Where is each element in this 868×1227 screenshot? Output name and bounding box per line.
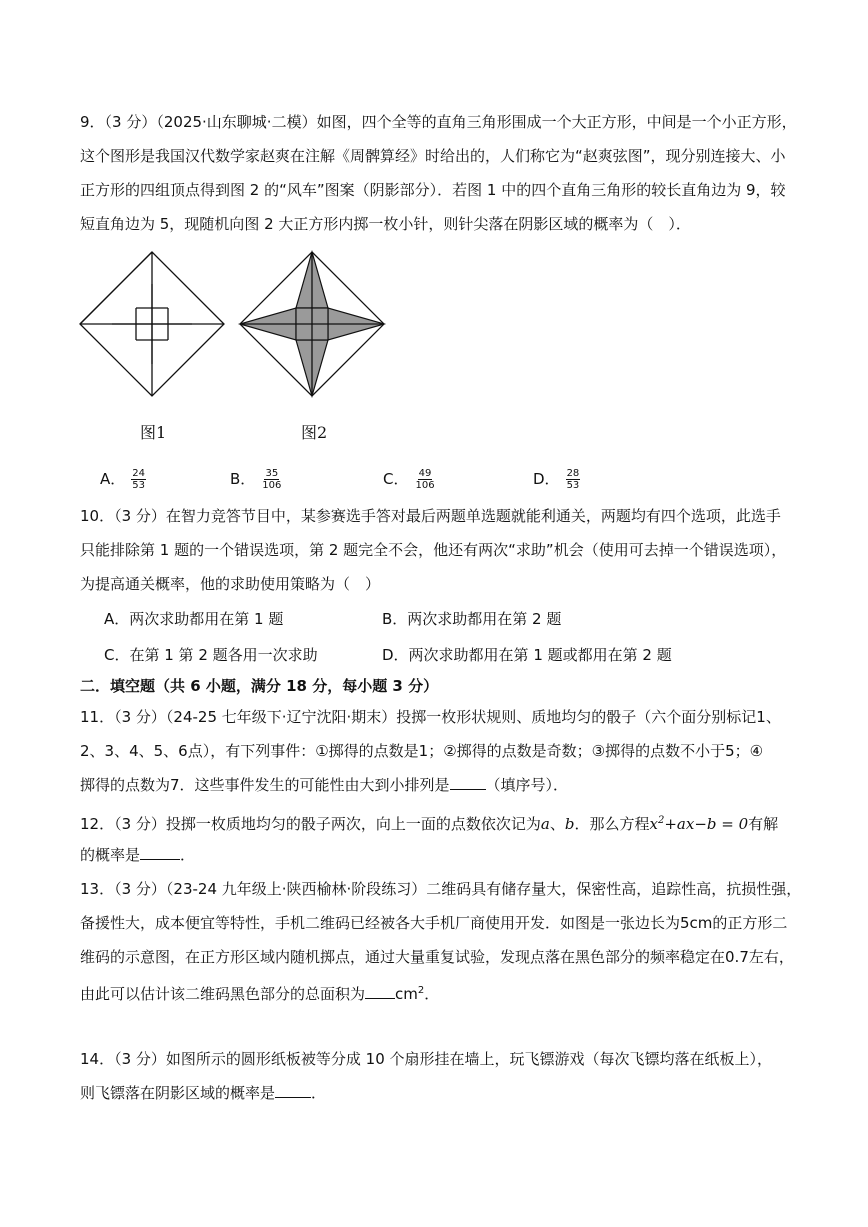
q10-line-3: 为提高通关概率，他的求助使用策略为（ ） xyxy=(80,575,381,593)
q13-line-2: 备援性大，成本便宜等特性，手机二维码已经被各大手机厂商使用开发．如图是一张边长为5cm的正方形二 xyxy=(80,914,788,932)
q12-answer-blank[interactable] xyxy=(140,845,180,860)
q10-option-a: A．两次求助都用在第 1 题 xyxy=(104,610,284,628)
q13-answer-blank[interactable] xyxy=(365,984,395,999)
q13-line-3: 维码的示意图，在正方形区域内随机掷点，通过大量重复试验，发现点落在黑色部分的频率稳定在0.7左右， xyxy=(80,948,794,966)
q9-line-3: 正方形的四组顶点得到图 2 的“风车”图案（阴影部分）．若图 1 中的四个直角三角形的较长直角边为 9，较 xyxy=(80,181,786,199)
q9-option-a-fraction: $\frac{24}{53}$ xyxy=(132,468,145,491)
section-2-heading: 二．填空题（共 6 小题，满分 18 分，每小题 3 分） xyxy=(80,677,439,695)
q9-option-c-fraction: $\frac{49}{106}$ xyxy=(415,468,435,491)
q11-answer-blank[interactable] xyxy=(450,775,486,790)
q9-option-b: B． $\frac{35}{106}$ xyxy=(230,468,282,491)
q9-line-2: 这个图形是我国汉代数学家赵爽在注解《周髀算经》时给出的，人们称它为“赵爽弦图”，现分别连接大、小 xyxy=(80,147,786,165)
q12-equation: $x^2+ax-b = 0$ xyxy=(649,815,749,833)
q11-line-2: 2、3、4、5、6点），有下列事件：①掷得的点数是1；②掷得的点数是奇数；③掷得的点数不小于5；④ xyxy=(80,742,764,760)
figure-1-zhao-shuang-diagram xyxy=(76,248,228,400)
q12-line-1: 12．（3 分）投掷一枚质地均匀的骰子两次，向上一面的点数依次记为a、b．那么方程$x^2+ax-b = 0$有解 xyxy=(80,815,779,833)
q13-line-1: 13．（3 分）（23-24 九年级上·陕西榆林·阶段练习）二维码具有储存量大，保密性高，追踪性高，抗损性强， xyxy=(80,880,802,898)
q9-option-d: D． $\frac{28}{53}$ xyxy=(533,468,580,491)
q9-line-4: 短直角边为 5，现随机向图 2 大正方形内掷一枚小针，则针尖落在阴影区域的概率为（ ）． xyxy=(80,215,691,233)
q9-option-d-fraction: $\frac{28}{53}$ xyxy=(566,468,580,491)
q10-line-2: 只能排除第 1 题的一个错误选项，第 2 题完全不会，他还有两次“求助”机会（使用可去掉一个错误选项）， xyxy=(80,541,787,559)
q9-line-1: 9．（3 分）（2025·山东聊城·二模）如图，四个全等的直角三角形围成一个大正方形，中间是一个小正方形， xyxy=(80,113,797,131)
q13-line-4: 由此可以估计该二维码黑色部分的总面积为 $cm^2$． xyxy=(80,985,440,1003)
q14-answer-blank[interactable] xyxy=(275,1083,311,1098)
q14-line-1: 14．（3 分）如图所示的圆形纸板被等分成 10 个扇形挂在墙上，玩飞镖游戏（每次飞镖均落在纸板上）， xyxy=(80,1050,773,1068)
q11-line-3: 掷得的点数为7．这些事件发生的可能性由大到小排列是 （填序号）． xyxy=(80,776,569,794)
figure-1-caption: 图1 xyxy=(140,423,167,442)
q9-option-a: A． $\frac{24}{53}$ xyxy=(100,468,145,491)
q10-option-c: C．在第 1 第 2 题各用一次求助 xyxy=(104,646,318,664)
q9-option-b-fraction: $\frac{35}{106}$ xyxy=(262,468,282,491)
figure-2-windmill-diagram xyxy=(236,248,388,400)
q9-option-c: C． $\frac{49}{106}$ xyxy=(383,468,435,491)
q11-line-1: 11．（3 分）（24-25 七年级下·辽宁沈阳·期末）投掷一枚形状规则、质地均匀的骰子（六个面分别标记1、 xyxy=(80,708,781,726)
q10-option-d: D．两次求助都用在第 1 题或都用在第 2 题 xyxy=(382,646,672,664)
q14-line-2: 则飞镖落在阴影区域的概率是 ． xyxy=(80,1084,327,1102)
figure-2-caption: 图2 xyxy=(301,423,328,442)
q10-option-b: B．两次求助都用在第 2 题 xyxy=(382,610,562,628)
q10-line-1: 10．（3 分）在智力竞答节目中，某参赛选手答对最后两题单选题就能利通关，两题均有四个选项，此选手 xyxy=(80,507,781,525)
q12-line-2: 的概率是 ． xyxy=(80,846,196,864)
